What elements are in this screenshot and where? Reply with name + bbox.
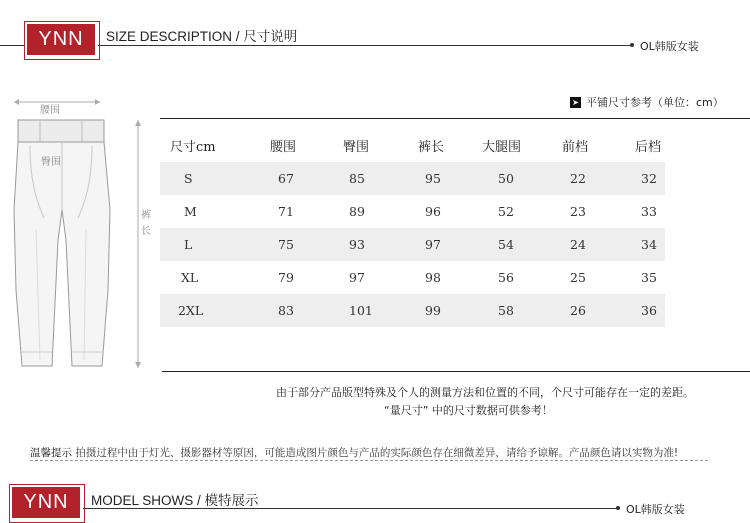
cell-back-rise: 33 bbox=[641, 204, 657, 219]
header-size: 尺寸cm bbox=[170, 139, 216, 155]
cell-front-rise: 23 bbox=[570, 204, 586, 219]
header-rule bbox=[98, 45, 632, 46]
tip-underline bbox=[30, 460, 708, 461]
table-top-rule bbox=[160, 118, 750, 119]
cell-hip: 85 bbox=[349, 171, 365, 186]
cell-size: L bbox=[184, 237, 193, 252]
header-thigh: 大腿围 bbox=[482, 139, 522, 155]
footer-rule bbox=[83, 508, 618, 509]
cell-length: 99 bbox=[425, 303, 441, 318]
cell-front-rise: 25 bbox=[570, 270, 586, 285]
length-label-bottom: 长 bbox=[141, 226, 151, 237]
cell-waist: 79 bbox=[278, 270, 294, 285]
header-brand: OL韩版女装 bbox=[640, 40, 699, 53]
cell-size: XL bbox=[181, 270, 199, 285]
cell-length: 95 bbox=[425, 171, 441, 186]
footer-title: MODEL SHOWS / 模特展示 bbox=[91, 493, 259, 508]
footer-rule-dot bbox=[616, 506, 620, 510]
cell-hip: 97 bbox=[349, 270, 365, 285]
measurement-note-line2: “量尺寸” 中的尺寸数据可供参考！ bbox=[384, 404, 553, 417]
cell-back-rise: 35 bbox=[641, 270, 657, 285]
header-rule-dot bbox=[630, 43, 634, 47]
header-title: SIZE DESCRIPTION / 尺寸说明 bbox=[106, 29, 298, 44]
cell-thigh: 50 bbox=[498, 171, 514, 186]
cell-length: 96 bbox=[425, 204, 441, 219]
table-row bbox=[160, 294, 665, 327]
table-bottom-rule bbox=[162, 371, 750, 372]
cell-front-rise: 22 bbox=[570, 171, 586, 186]
unit-note-text: 平铺尺寸参考（单位：cm） bbox=[586, 96, 724, 109]
header-hip: 臀围 bbox=[343, 139, 370, 155]
cell-front-rise: 24 bbox=[570, 237, 586, 252]
size-table bbox=[160, 128, 665, 327]
length-label-top: 裤 bbox=[141, 210, 151, 221]
cell-waist: 75 bbox=[278, 237, 294, 252]
cell-back-rise: 36 bbox=[641, 303, 657, 318]
table-header-row bbox=[160, 128, 665, 162]
cell-front-rise: 26 bbox=[570, 303, 586, 318]
cell-thigh: 54 bbox=[498, 237, 514, 252]
tip-text: 拍摄过程中由于灯光、摄影器材等原因，可能造成图片颜色与产品的实际颜色存在细微差异，请给予谅解。产品颜色请以实物为准! bbox=[75, 447, 679, 459]
tip-line bbox=[30, 445, 678, 460]
arrow-right-icon: ➤ bbox=[570, 97, 581, 108]
footer-brand: OL韩版女装 bbox=[626, 503, 685, 516]
header-logo: YNN bbox=[27, 24, 95, 55]
measurement-note-line1: 由于部分产品版型特殊及个人的测量方法和位置的不同，个尺寸可能存在一定的差距。 bbox=[276, 386, 694, 399]
header-back-rise: 后档 bbox=[635, 139, 662, 155]
cell-size: M bbox=[184, 204, 197, 219]
cell-length: 97 bbox=[425, 237, 441, 252]
waist-label: 腰围 bbox=[40, 105, 60, 116]
cell-waist: 83 bbox=[278, 303, 294, 318]
cell-size: S bbox=[184, 171, 193, 186]
header-front-rise: 前档 bbox=[562, 139, 589, 155]
cell-back-rise: 32 bbox=[641, 171, 657, 186]
cell-thigh: 58 bbox=[498, 303, 514, 318]
table-row bbox=[160, 162, 665, 195]
hip-label: 臀围 bbox=[41, 157, 61, 168]
header-waist: 腰围 bbox=[270, 139, 297, 155]
cell-size: 2XL bbox=[178, 303, 204, 318]
cell-length: 98 bbox=[425, 270, 441, 285]
table-row bbox=[160, 195, 665, 228]
unit-note bbox=[570, 94, 724, 110]
cell-thigh: 56 bbox=[498, 270, 514, 285]
table-row bbox=[160, 261, 665, 294]
cell-hip: 93 bbox=[349, 237, 365, 252]
cell-waist: 67 bbox=[278, 171, 294, 186]
pants-diagram bbox=[0, 90, 160, 380]
cell-back-rise: 34 bbox=[641, 237, 657, 252]
cell-hip: 89 bbox=[349, 204, 365, 219]
table-row bbox=[160, 228, 665, 261]
footer-logo: YNN bbox=[12, 487, 80, 518]
cell-hip: 101 bbox=[349, 303, 373, 318]
header-rule-left bbox=[0, 45, 24, 46]
tip-label: 温馨提示 bbox=[30, 447, 72, 459]
header-length: 裤长 bbox=[418, 139, 445, 155]
cell-waist: 71 bbox=[278, 204, 294, 219]
cell-thigh: 52 bbox=[498, 204, 514, 219]
